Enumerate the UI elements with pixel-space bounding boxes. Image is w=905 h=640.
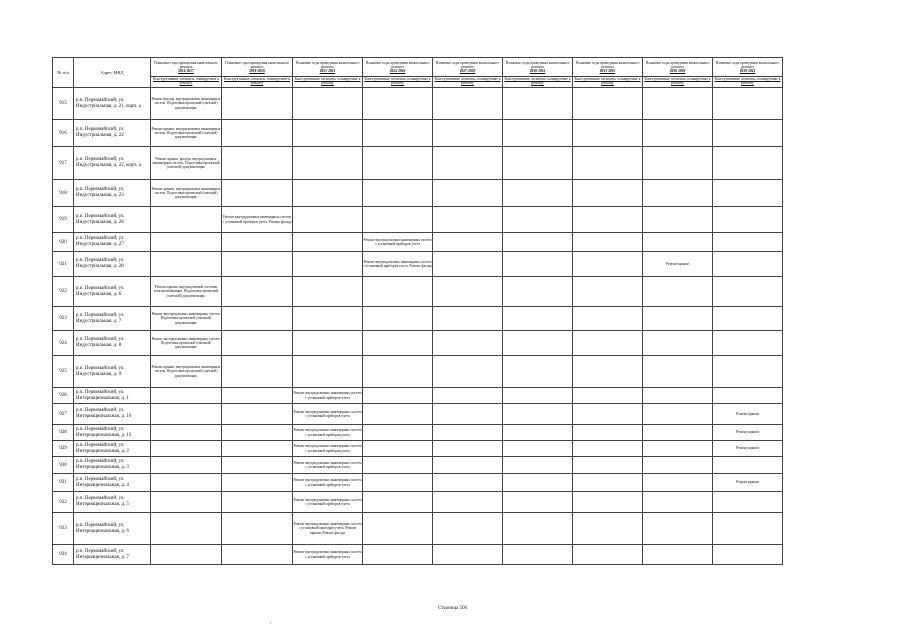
header-period-0: [151, 58, 222, 77]
work-cell: [573, 457, 643, 474]
work-cell: [503, 307, 573, 331]
row-address: р.п. Первомайский, ул. Интернациональная, д. 2: [74, 441, 151, 457]
period-years: 2021-2023: [319, 69, 336, 73]
work-cell: [151, 513, 222, 545]
work-cell: [643, 513, 713, 545]
work-cell: [151, 545, 222, 565]
work-cell: [573, 252, 643, 277]
period-years: 2036-2038: [669, 69, 686, 73]
period-caption: Плановые годы проведения капитального ремонта: [295, 61, 360, 69]
work-cell: [363, 180, 433, 207]
work-cell: [643, 207, 713, 233]
header-period-1: [222, 58, 293, 77]
work-cell: [433, 88, 503, 120]
table-row: [53, 441, 783, 457]
work-cell: [222, 180, 293, 207]
work-cell: [573, 513, 643, 545]
row-number: 933: [53, 513, 74, 545]
work-cell: [222, 513, 293, 545]
work-cell: [503, 513, 573, 545]
table-row: [53, 207, 783, 233]
row-address: р.п. Первомайский, ул. Индустриальная, д. 23: [74, 180, 151, 207]
header-period-5: [503, 58, 573, 77]
work-cell: [643, 425, 713, 441]
work-cell: Ремонт крыши: [713, 404, 783, 425]
header-period-4: [433, 58, 503, 77]
work-cell: [363, 88, 433, 120]
work-cell: [222, 120, 293, 147]
work-cell: [643, 356, 713, 388]
work-cell: [503, 180, 573, 207]
work-cell: [713, 457, 783, 474]
work-cell: [151, 457, 222, 474]
work-cell: [503, 207, 573, 233]
work-cell: Ремонт крыши, внутридомовых инженерных систем. Подготовка проектной (сметной) документации.: [151, 180, 222, 207]
work-cell: [643, 545, 713, 565]
work-cell: [503, 474, 573, 492]
row-address: р.п. Первомайский, ул. Интернациональная, д. 4: [74, 474, 151, 492]
period-caption: Плановые годы проведения капитального ремонта: [575, 61, 640, 69]
period-caption: Плановые годы проведения капитального ремонта: [225, 61, 289, 69]
work-cell: [222, 147, 293, 180]
work-cell: [363, 492, 433, 513]
row-number: 916: [53, 120, 74, 147]
work-cell: [363, 513, 433, 545]
header-elements-4: Конструктивные элементы, планируемые к ремонту: [433, 77, 503, 88]
row-number: 931: [53, 474, 74, 492]
work-cell: [713, 331, 783, 356]
header-number: № п/п: [53, 58, 74, 88]
work-cell: [433, 457, 503, 474]
work-cell: [363, 331, 433, 356]
work-cell: [363, 147, 433, 180]
header-elements-5: Конструктивные элементы, планируемые к ремонту: [503, 77, 573, 88]
header-elements-0: Конструктивные элементы, планируемые к ремонту: [151, 77, 222, 88]
row-number: 934: [53, 545, 74, 565]
work-cell: [293, 88, 363, 120]
work-cell: [573, 207, 643, 233]
work-cell: [433, 388, 503, 404]
table-row: [53, 307, 783, 331]
row-number: 919: [53, 207, 74, 233]
work-cell: [433, 441, 503, 457]
work-cell: [713, 492, 783, 513]
work-cell: [433, 180, 503, 207]
work-cell: [503, 545, 573, 565]
work-cell: [573, 147, 643, 180]
table-row: [53, 388, 783, 404]
work-cell: [713, 180, 783, 207]
row-address: р.п. Первомайский, ул. Индустриальная, д. 22, корп. а: [74, 147, 151, 180]
work-cell: Ремонт крыши, внутридомовых инженерных систем. Подготовка проектной (сметной) документации.: [151, 356, 222, 388]
work-cell: [573, 404, 643, 425]
table-row: [53, 277, 783, 307]
row-number: 921: [53, 252, 74, 277]
row-number: 928: [53, 425, 74, 441]
work-cell: [363, 388, 433, 404]
header-elements-2: Конструктивные элементы, планируемые к ремонту: [293, 77, 363, 88]
work-cell: [363, 474, 433, 492]
work-cell: [433, 307, 503, 331]
work-cell: [643, 233, 713, 252]
work-cell: Ремонт внутридомовых инженерных систем с установкой приборов учета: [293, 404, 363, 425]
work-cell: Ремонт внутридомовых инженерных систем с установкой приборов учета. Ремонт фасада: [222, 207, 293, 233]
table-row: [53, 474, 783, 492]
work-cell: Ремонт внутридомовых инженерных систем с установкой приборов учета: [293, 388, 363, 404]
work-cell: [433, 513, 503, 545]
work-cell: [503, 331, 573, 356]
work-cell: [573, 441, 643, 457]
work-cell: [643, 388, 713, 404]
work-cell: Ремонт крыши, внутридомовых инженерных систем. Подготовка проектной (сметной) документации.: [151, 120, 222, 147]
work-cell: [643, 331, 713, 356]
period-years: 2039-2041: [739, 69, 756, 73]
work-cell: [363, 307, 433, 331]
work-cell: [573, 180, 643, 207]
header-elements-6: Конструктивные элементы, планируемые к ремонту: [573, 77, 643, 88]
work-cell: [433, 404, 503, 425]
table-row: [53, 147, 783, 180]
period-caption: Плановые годы проведения капитального ремонта: [505, 61, 570, 69]
table-row: [53, 233, 783, 252]
row-address: р.п. Первомайский, ул. Интернациональная, д. 6: [74, 513, 151, 545]
work-cell: [713, 207, 783, 233]
repair-schedule-table: [52, 57, 783, 565]
work-cell: Ремонт внутридомовых инженерных систем с установкой приборов учета: [293, 457, 363, 474]
work-cell: [713, 88, 783, 120]
row-number: 924: [53, 331, 74, 356]
work-cell: [713, 307, 783, 331]
row-address: р.п. Первомайский, ул. Индустриальная, д. 28: [74, 252, 151, 277]
work-cell: [363, 207, 433, 233]
work-cell: [222, 252, 293, 277]
work-cell: [151, 492, 222, 513]
work-cell: Ремонт фасада, внутридомовых инженерных систем. Подготовка проектной (сметной) документации.: [151, 88, 222, 120]
work-cell: [713, 233, 783, 252]
work-cell: [293, 252, 363, 277]
header-elements-8: Конструктивные элементы, планируемые к ремонту: [713, 77, 783, 88]
page-number: Страница 506: [437, 606, 468, 611]
work-cell: [503, 88, 573, 120]
work-cell: Ремонт внутридомовых инженерных систем с установкой приборов учета: [293, 545, 363, 565]
work-cell: [151, 233, 222, 252]
work-cell: [573, 425, 643, 441]
table-row: [53, 425, 783, 441]
work-cell: [222, 425, 293, 441]
work-cell: [363, 277, 433, 307]
work-cell: [503, 388, 573, 404]
work-cell: [713, 120, 783, 147]
period-years: 2033-2035: [599, 69, 616, 73]
work-cell: [222, 404, 293, 425]
work-cell: [222, 356, 293, 388]
row-address: р.п. Первомайский, ул. Индустриальная, д. 21, корп. а: [74, 88, 151, 120]
work-cell: [643, 120, 713, 147]
period-caption: Плановые годы проведения капитального ремонта: [715, 61, 780, 69]
work-cell: [151, 207, 222, 233]
header-elements-7: Конструктивные элементы, планируемые к ремонту: [643, 77, 713, 88]
table-row: [53, 180, 783, 207]
work-cell: [433, 207, 503, 233]
row-address: р.п. Первомайский, ул. Интернациональная, д. 10: [74, 404, 151, 425]
header-period-7: [643, 58, 713, 77]
row-number: 925: [53, 356, 74, 388]
work-cell: [293, 277, 363, 307]
work-cell: [151, 404, 222, 425]
work-cell: [363, 545, 433, 565]
work-cell: [433, 277, 503, 307]
row-number: 915: [53, 88, 74, 120]
table-row: [53, 492, 783, 513]
work-cell: Ремонт внутридомовых инженерных систем с установкой приборов учета: [293, 474, 363, 492]
period-caption: Плановые годы проведения капитального ремонта: [435, 61, 500, 69]
work-cell: [222, 88, 293, 120]
work-cell: [293, 307, 363, 331]
work-cell: [151, 425, 222, 441]
work-cell: [643, 492, 713, 513]
row-address: р.п. Первомайский, ул. Интернациональная, д. 1: [74, 388, 151, 404]
table-row: [53, 513, 783, 545]
row-number: 929: [53, 441, 74, 457]
work-cell: [573, 120, 643, 147]
table-row: [53, 545, 783, 565]
stray-mark: ': [270, 622, 272, 628]
work-cell: [293, 331, 363, 356]
work-cell: [573, 545, 643, 565]
work-cell: [643, 88, 713, 120]
work-cell: [503, 492, 573, 513]
header-elements-1: Конструктивные элементы, планируемые к ремонту: [222, 77, 293, 88]
work-cell: Ремонт внутридомовых инженерных систем с установкой приборов учета: [363, 233, 433, 252]
work-cell: [363, 441, 433, 457]
work-cell: [573, 388, 643, 404]
work-cell: Ремонт внутридомовых инженерных систем с установкой приборов учета, Ремонт крыши, Ремонт фасада: [293, 513, 363, 545]
work-cell: Ремонт крыши: [713, 474, 783, 492]
work-cell: [503, 425, 573, 441]
work-cell: [643, 441, 713, 457]
work-cell: [713, 277, 783, 307]
work-cell: [433, 147, 503, 180]
row-address: р.п. Первомайский, ул. Индустриальная, д. 22: [74, 120, 151, 147]
work-cell: [222, 492, 293, 513]
row-address: р.п. Первомайский, ул. Интернациональная, д. 5: [74, 492, 151, 513]
work-cell: Ремонт внутридомовых инженерных систем с установкой приборов учета: [293, 492, 363, 513]
work-cell: [433, 233, 503, 252]
header-period-3: [363, 58, 433, 77]
work-cell: Ремонт внутридомовых инженерных систем с установкой приборов учета: [293, 441, 363, 457]
work-cell: [433, 331, 503, 356]
row-number: 920: [53, 233, 74, 252]
work-cell: [222, 277, 293, 307]
row-address: р.п. Первомайский, ул. Интернациональная, д. 3: [74, 457, 151, 474]
work-cell: [573, 474, 643, 492]
period-caption: Плановые годы проведения капитального ремонта: [365, 61, 430, 69]
work-cell: [151, 252, 222, 277]
row-number: 927: [53, 404, 74, 425]
header-period-8: [713, 58, 783, 77]
work-cell: [222, 457, 293, 474]
work-cell: [293, 233, 363, 252]
row-address: р.п. Первомайский, ул. Индустриальная, д. 7: [74, 307, 151, 331]
period-years: 2014-2017: [178, 69, 194, 73]
table-row: [53, 404, 783, 425]
work-cell: [222, 441, 293, 457]
work-cell: [573, 233, 643, 252]
row-address: р.п. Первомайский, ул. Индустриальная, д. 9: [74, 356, 151, 388]
table-row: [53, 120, 783, 147]
work-cell: [433, 356, 503, 388]
row-address: р.п. Первомайский, ул. Индустриальная, д. 27: [74, 233, 151, 252]
work-cell: [293, 207, 363, 233]
work-cell: [713, 388, 783, 404]
row-address: р.п. Первомайский, ул. Индустриальная, д. 6: [74, 277, 151, 307]
work-cell: [713, 356, 783, 388]
header-elements-3: Конструктивные элементы, планируемые к ремонту: [363, 77, 433, 88]
period-years: 2030-2032: [529, 69, 546, 73]
work-cell: [151, 388, 222, 404]
work-cell: [222, 233, 293, 252]
header-address: Адрес МКД: [74, 58, 151, 88]
work-cell: [363, 404, 433, 425]
work-cell: [643, 474, 713, 492]
header-period-2: [293, 58, 363, 77]
work-cell: [222, 307, 293, 331]
work-cell: [503, 404, 573, 425]
work-cell: [363, 120, 433, 147]
period-years: 2027-2029: [459, 69, 476, 73]
work-cell: Ремонт крыши: [713, 425, 783, 441]
work-cell: Ремонт внутридомовых инженерных систем. Подготовка проектной (сметной) документации.: [151, 307, 222, 331]
work-cell: [503, 277, 573, 307]
row-address: р.п. Первомайский, ул. Интернациональная, д. 7: [74, 545, 151, 565]
work-cell: [433, 492, 503, 513]
work-cell: [573, 307, 643, 331]
work-cell: [503, 441, 573, 457]
work-cell: [713, 513, 783, 545]
work-cell: [503, 147, 573, 180]
row-number: 918: [53, 180, 74, 207]
row-number: 917: [53, 147, 74, 180]
work-cell: Ремонт крыши: [713, 441, 783, 457]
work-cell: [573, 492, 643, 513]
work-cell: [573, 88, 643, 120]
table-row: [53, 331, 783, 356]
row-number: 923: [53, 307, 74, 331]
work-cell: [643, 277, 713, 307]
work-cell: Ремонт внутридомовых инженерных систем с установкой приборов учета: [293, 425, 363, 441]
work-cell: [363, 457, 433, 474]
header-period-6: [573, 58, 643, 77]
work-cell: [151, 474, 222, 492]
row-number: 922: [53, 277, 74, 307]
work-cell: [503, 252, 573, 277]
work-cell: [433, 425, 503, 441]
work-cell: [503, 356, 573, 388]
work-cell: Ремонт внутридомовых инженерных систем. Подготовка проектной (сметной) документации.: [151, 331, 222, 356]
work-cell: [713, 545, 783, 565]
work-cell: [222, 474, 293, 492]
table-row: [53, 457, 783, 474]
work-cell: [433, 474, 503, 492]
work-cell: Ремонт внутридомовых инженерных систем с установкой приборов учета. Ремонт фасада: [363, 252, 433, 277]
work-cell: [573, 277, 643, 307]
work-cell: [643, 404, 713, 425]
work-cell: [713, 252, 783, 277]
row-number: 926: [53, 388, 74, 404]
work-cell: Ремонт крыши: [643, 252, 713, 277]
work-cell: [643, 457, 713, 474]
work-cell: [293, 180, 363, 207]
work-cell: [503, 457, 573, 474]
work-cell: [433, 252, 503, 277]
work-cell: [503, 233, 573, 252]
work-cell: [293, 147, 363, 180]
work-cell: [293, 120, 363, 147]
table-row: [53, 356, 783, 388]
work-cell: [222, 331, 293, 356]
row-address: р.п. Первомайский, ул. Интернациональная, д. 12: [74, 425, 151, 441]
work-cell: Ремонт крыши, фасада, внутридомовых инженерных систем. Подготовка проектной (сметной) документации.: [151, 147, 222, 180]
work-cell: [363, 356, 433, 388]
table-row: [53, 88, 783, 120]
work-cell: [222, 545, 293, 565]
row-address: р.п. Первомайский, ул. Индустриальная, д. 26: [74, 207, 151, 233]
work-cell: [643, 180, 713, 207]
work-cell: [573, 331, 643, 356]
work-cell: [293, 356, 363, 388]
work-cell: [151, 441, 222, 457]
work-cell: [363, 425, 433, 441]
period-years: 2018-2020: [249, 69, 265, 73]
work-cell: [643, 147, 713, 180]
work-cell: [643, 307, 713, 331]
row-number: 930: [53, 457, 74, 474]
work-cell: [222, 388, 293, 404]
period-years: 2024-2026: [389, 69, 406, 73]
work-cell: Ремонт крыши, внутридомовой системы электроснабжения. Подготовка проектной (сметной) документации.: [151, 277, 222, 307]
period-caption: Плановые годы проведения капитального ремонта: [645, 61, 710, 69]
work-cell: [433, 545, 503, 565]
period-caption: Плановые годы проведения капитального ремонта: [154, 61, 218, 69]
work-cell: [503, 120, 573, 147]
row-number: 932: [53, 492, 74, 513]
work-cell: [573, 356, 643, 388]
table-row: [53, 252, 783, 277]
work-cell: [433, 120, 503, 147]
work-cell: [713, 147, 783, 180]
row-address: р.п. Первомайский, ул. Индустриальная, д. 8: [74, 331, 151, 356]
